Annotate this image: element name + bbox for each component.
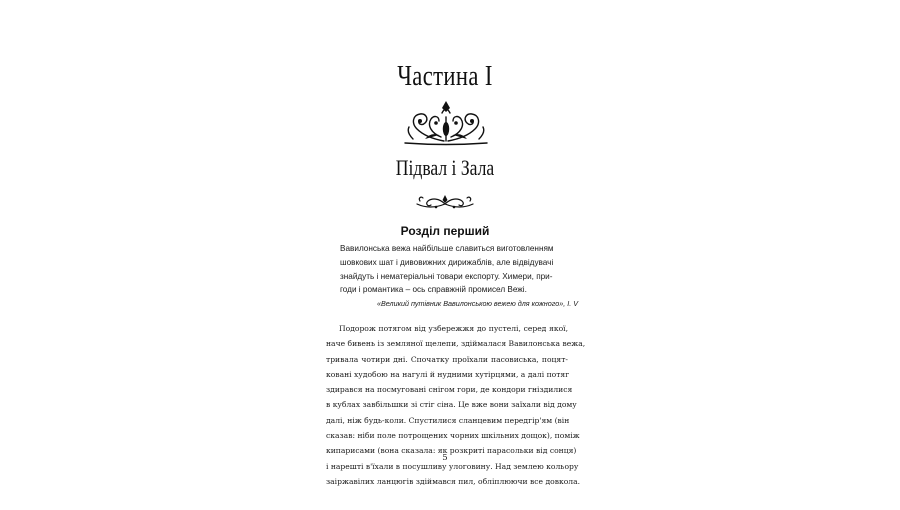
epigraph-line: знайдуть і нематеріальні товари експорту. Химери, при-	[340, 271, 553, 281]
page-number: 5	[442, 453, 448, 463]
section-title: Підвал і Зала	[395, 155, 495, 180]
small-scroll-ornament-icon	[414, 192, 476, 212]
body-paragraph	[326, 321, 586, 489]
ornamental-fleuron-icon	[401, 99, 491, 149]
body-line: кипарисами (вона сказала: як розкриті парасольки від сонця)	[326, 446, 577, 456]
part-title: Частина I	[397, 60, 493, 92]
body-line: далі, ніж будь-коли. Спустилися сланцевим передгір'ям (він	[326, 415, 570, 425]
epigraph-source: «Великий путівник Вавилонською вежею для кожного», I. V	[376, 299, 578, 309]
body-line: наче бивень із земляної щелепи, здіймалася Вавилонська вежа,	[326, 339, 586, 349]
epigraph-line: годи і романтика – ось справжній промисел Вежі.	[340, 285, 527, 295]
body-line: і нарешті в'їхали в посушливу улоговину. Над землею кольору	[326, 461, 579, 471]
epigraph-line: шовкових шат і дивовижних дирижаблів, але відвідувачі	[340, 257, 554, 267]
epigraph	[340, 242, 578, 310]
body-line: здирався на посмуговані снігом гори, де кондори гніздилися	[326, 385, 573, 395]
body-line: ковані худобою на нагулі й нудними хутірцями, а далі потяг	[326, 369, 570, 379]
body-line: в кублах завбільшки зі стіг сіна. Це вже вони заїхали від дому	[326, 400, 577, 410]
body-line: тривала чотири дні. Спочатку проїхали пасовиська, поцят-	[326, 354, 568, 364]
chapter-title: Розділ перший	[400, 224, 490, 238]
body-line: заіржавілих ланцюгів здіймався пил, обліплюючи все довкола.	[326, 476, 581, 486]
epigraph-line: Вавилонська вежа найбільше славиться виготовленням	[340, 244, 554, 253]
body-line: Подорож потягом від узбережжя до пустелі, серед якої,	[339, 324, 568, 333]
body-line: сказав: ніби поле потрощених чорних шкільних дощок), поміж	[326, 431, 580, 441]
